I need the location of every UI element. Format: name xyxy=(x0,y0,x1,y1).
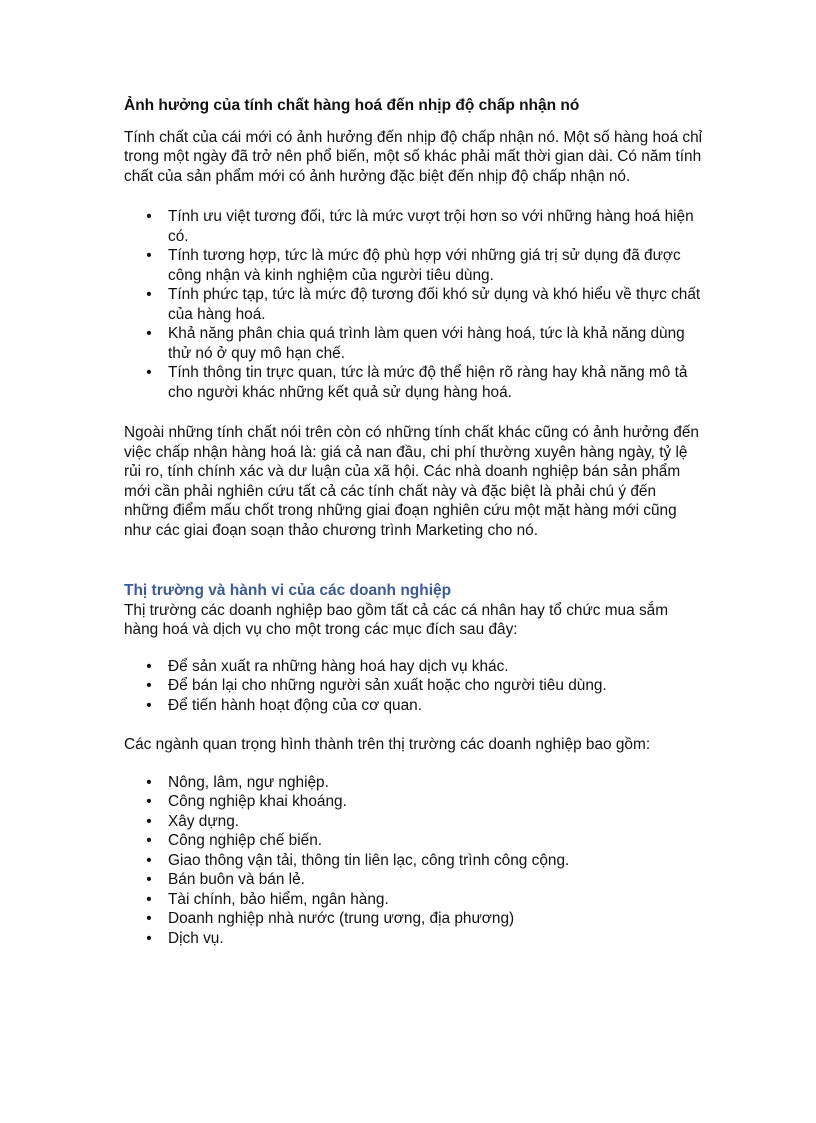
bullet-icon: • xyxy=(146,773,152,791)
document-page xyxy=(124,96,704,948)
list-item xyxy=(124,657,704,677)
list-item xyxy=(124,773,704,793)
bullet-icon: • xyxy=(146,890,152,908)
list-item xyxy=(124,870,704,890)
list-item-text: Công nghiệp chế biến. xyxy=(168,832,323,849)
list-item xyxy=(124,676,704,696)
bullet-icon: • xyxy=(146,696,152,714)
bullet-icon: • xyxy=(146,364,152,381)
list-item xyxy=(124,929,704,949)
list-item xyxy=(124,696,704,716)
list-item xyxy=(124,831,704,851)
section-title-business-market: Thị trường và hành vi của các doanh nghiệp xyxy=(124,582,452,599)
list-item-text: Giao thông vận tải, thông tin liên lạc, công trình công cộng. xyxy=(168,851,570,869)
bullet-icon: • xyxy=(146,286,152,303)
list-item-text: Xây dựng. xyxy=(168,812,240,830)
bullet-icon: • xyxy=(146,247,152,264)
list-item xyxy=(124,909,704,929)
list-item-text: Tính tương hợp, tức là mức độ phù hợp với những giá trị sử dụng đã được công nhận và kinh nghiệm của người tiêu dùng. xyxy=(168,247,681,284)
list-item xyxy=(124,812,704,832)
list-item-text: Khả năng phân chia quá trình làm quen với hàng hoá, tức là khả năng dùng thử nó ở quy mô hạn chế. xyxy=(168,325,685,362)
list-item xyxy=(124,207,704,246)
list-item-text: Doanh nghiệp nhà nước (trung ương, địa phương) xyxy=(168,910,515,927)
list-item-text: Để tiến hành hoạt động của cơ quan. xyxy=(168,696,422,714)
industries-list xyxy=(124,773,704,949)
intro-paragraph: Tính chất của cái mới có ảnh hưởng đến nhịp độ chấp nhận nó. Một số hàng hoá chỉ trong một ngày đã trở nên phổ biến, một số khác phải mất thời gian dài. Có năm tính chất của sản phẩm mới có ảnh hưởng đặc biệt đến nhịp độ chấp nhận nó. xyxy=(124,128,703,185)
bullet-icon: • xyxy=(146,657,152,675)
bullet-icon: • xyxy=(146,910,152,927)
list-item xyxy=(124,890,704,910)
bullet-icon: • xyxy=(146,812,152,830)
bullet-icon: • xyxy=(146,677,152,694)
bullet-icon: • xyxy=(146,325,152,342)
list-item-text: Để bán lại cho những người sản xuất hoặc cho người tiêu dùng. xyxy=(168,677,607,694)
list-item xyxy=(124,324,704,363)
list-item xyxy=(124,285,704,324)
list-item-text: Tính phức tạp, tức là mức độ tương đối khó sử dụng và khó hiểu về thực chất của hàng hoá. xyxy=(168,286,701,323)
list-item xyxy=(124,792,704,812)
list-item-text: Để sản xuất ra những hàng hoá hay dịch vụ khác. xyxy=(168,657,509,675)
list-item-text: Nông, lâm, ngư nghiệp. xyxy=(168,773,329,791)
section-divider-space xyxy=(124,560,704,581)
list-item-text: Tính ưu việt tương đối, tức là mức vượt trội hơn so với những hàng hoá hiện có. xyxy=(168,208,694,245)
bullet-icon: • xyxy=(146,793,152,810)
list-item xyxy=(124,363,704,402)
bullet-icon: • xyxy=(146,871,152,888)
list-item xyxy=(124,851,704,871)
bullet-icon: • xyxy=(146,851,152,869)
closing-paragraph: Ngoài những tính chất nói trên còn có những tính chất khác cũng có ảnh hưởng đến việc chấp nhận hàng hoá là: giá cả nan đầu, chi phí thường xuyên hàng ngày, tỷ lệ rủi ro, tính chính xác và dư luận của xã hội. Các nhà doanh nghiệp bán sản phẩm mới cần phải nghiên cứu tất cả các tính chất này và đặc biệt là phải chú ý đến những điểm mấu chốt trong những giai đoạn nghiên cứu một mặt hàng mới cũng như các giai đoạn soạn thảo chương trình Marketing cho nó. xyxy=(124,424,699,539)
list-item-text: Tài chính, bảo hiểm, ngân hàng. xyxy=(168,890,389,908)
list-item-text: Công nghiệp khai khoáng. xyxy=(168,793,347,810)
list-item-text: Dịch vụ. xyxy=(168,929,224,947)
list-item xyxy=(124,246,704,285)
list-item-text: Bán buôn và bán lẻ. xyxy=(168,871,305,888)
characteristics-list xyxy=(124,207,704,402)
bullet-icon: • xyxy=(146,929,152,947)
purposes-list xyxy=(124,657,704,716)
bullet-icon: • xyxy=(146,208,152,225)
list-item-text: Tính thông tin trực quan, tức là mức độ thể hiện rõ ràng hay khả năng mô tả cho người khác những kết quả sử dụng hàng hoá. xyxy=(168,364,688,401)
section-title-product-characteristics: Ảnh hưởng của tính chất hàng hoá đến nhịp độ chấp nhận nó xyxy=(124,97,580,114)
industries-intro-paragraph: Các ngành quan trọng hình thành trên thị trường các doanh nghiệp bao gồm: xyxy=(124,736,651,753)
market-intro-paragraph: Thị trường các doanh nghiệp bao gồm tất cả các cá nhân hay tổ chức mua sắm hàng hoá và dịch vụ cho một trong các mục đích sau đây: xyxy=(124,601,669,638)
bullet-icon: • xyxy=(146,832,152,849)
